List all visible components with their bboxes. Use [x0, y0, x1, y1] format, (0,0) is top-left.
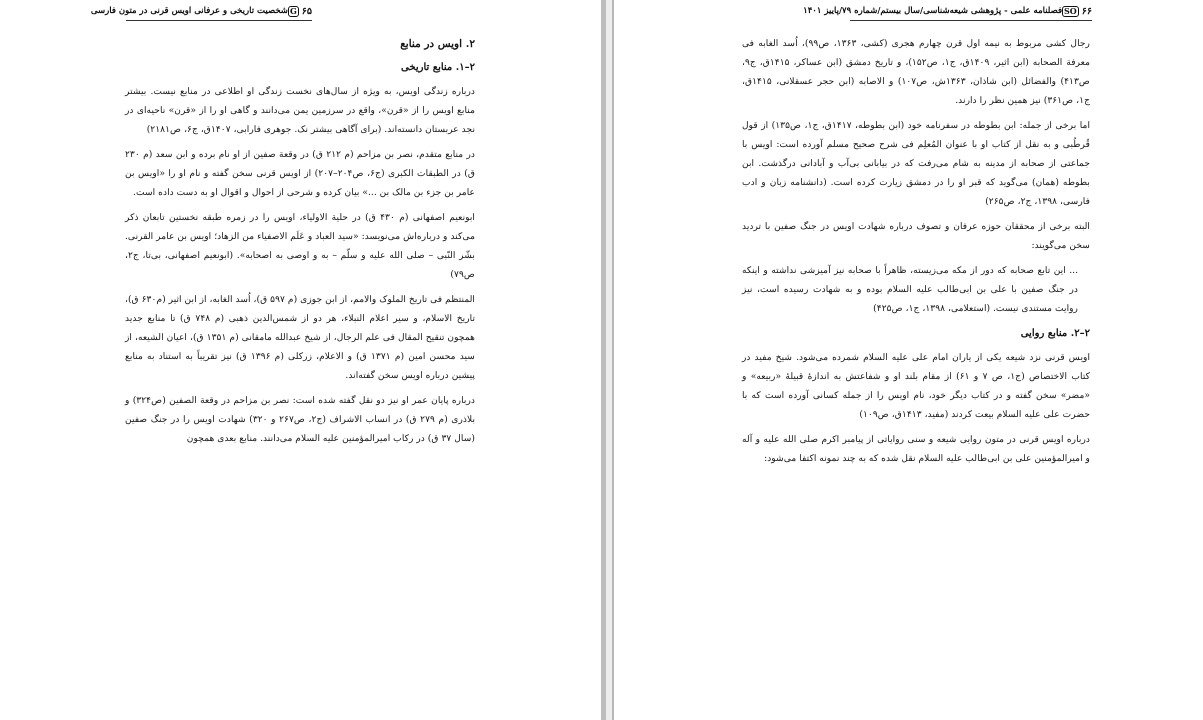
page-number-group	[1062, 6, 1092, 17]
running-title: فصلنامه علمی - پژوهشی شیعه‌شناسی/سال بیستم/شماره ۷۹/پاییز ۱۴۰۱	[803, 6, 1063, 16]
paragraph: در منابع متقدم، نصر بن مزاحم (م ۲۱۲ ق) در وقعة صفین از او نام برده و ابن سعد (م ۲۳۰ ق) در الطبقات الکبری (ج۶، ص۲۰۴–۲۰۷) از اویس قرنی سخن گفته و نام او را «اویس بن عامر بن جزء بن مالک بن ...» بیان کرده و شرحی از احوال و اقوال او به دست داده است.	[125, 149, 475, 198]
page-65	[0, 0, 601, 720]
page-body	[125, 34, 475, 454]
paragraph: اما برخی از جمله: ابن بطوطه در سفرنامه خود (ابن بطوطه، ۱۴۱۷ق، ج۱، ص۱۳۵) از قول قُرطُبی و به نقل از کتاب او با عنوان المُعلِم فی شرح صحیح مسلم آورده است: اویس با جماعتی از صحابه از مدینه به شام می‌رفت که در بیابانی بی‌آب و آبادانی درگذشت. ابن بطوطه (همان) می‌گوید که قبر او را در دمشق زیارت کرده است. (دانشنامه زبان و ادب فارسی، ۱۳۹۸، ج۲، ص۲۶۵)	[742, 120, 1090, 207]
paragraph: رجال کشی مربوط به نیمه اول قرن چهارم هجری (کشی، ۱۳۶۳، ص۹۹)، اُسد الغابه فی معرفة الصحابه (ابن اثیر، ۱۴۰۹ق، ج۱، ص۱۵۲)، و تاریخ دمشق (ابن عساکر، ۱۴۱۵ق، ج۹، ص۴۱۳) والفضائل (ابن شاذان، ۱۳۶۳ش، ص۱۰۷) و الاصابه (ابن حجر عسقلانی، ۱۴۱۵ق، ج۱، ص۳۶۱) نیز همین نظر را دارند.	[742, 38, 1091, 106]
running-title: شخصیت تاریخی و عرفانی اویس قرنی در متون فارسی	[90, 6, 288, 16]
subsection-heading: ۲–۲. منابع روایی	[1020, 328, 1090, 339]
page-header	[90, 4, 312, 21]
subsection-heading: ۲–۱. منابع تاریخی	[401, 62, 475, 73]
paragraph: اویس قرنی نزد شیعه یکی از یاران امام علی علیه السلام شمرده می‌شود. شیخ مفید در کتاب الاختصاص (ج۱، ص ۷ و ۶۱) از مقام بلند او و شفاعتش به اندازهٔ قبیلهٔ «ربیعه» و «مضر» سخن گفته و در کتاب دیگر خود، نام اویس را از جمله کسانی آورده است که با حضرت علی علیه السلام بیعت کردند (مفید، ۱۴۱۳ق، ص۱۰۹)	[742, 352, 1090, 420]
paragraph: البته برخی از محققان حوزه عرفان و تصوف درباره شهادت اویس در جنگ صفین با تردید سخن می‌گویند:	[742, 221, 1090, 251]
page-body	[742, 34, 1090, 474]
paragraph: درباره اویس قرنی در متون روایی شیعه و سنی روایاتی از پیامبر اکرم صلی الله علیه و آله و امیرالمؤمنین علی بن ابی‌طالب علیه السلام نقل شده که به چند نمونه اکتفا می‌شود:	[742, 434, 1090, 464]
page-header	[803, 4, 1092, 21]
block-quote: ... این تابع صحابه که دور از مکه می‌زیسته، ظاهراً با صحابه نیز آمیزشی نداشته و اینکه در جنگ صفین با علی بن ابی‌طالب علیه السلام بوده و به شهادت رسیده است، نیز روایت مستندی نیست. (استعلامی، ۱۳۹۸، ج۱، ص۴۲۵)	[742, 265, 1078, 314]
page-number: ۶۵	[301, 5, 312, 17]
paragraph: ابونعیم اصفهانی (م ۴۳۰ ق) در حلیة الاولیاء، اویس را در زمره طبقه نخستین تابعان ذکر می‌کند و درباره‌اش می‌نویسد: «سید العباد و عَلَم الاصفیاء من الزهاد؛ اویس بن عامر القرنی. بشّر النّبی – صلی الله علیه و سلّم – به و اوصی به اصحابه». (ابونعیم اصفهانی، بی‌تا، ج۲، ص۷۹)	[125, 212, 475, 280]
page-number-group	[288, 6, 312, 17]
journal-logo-icon: SO	[1064, 5, 1077, 16]
paragraph: المنتظم فی تاریخ الملوک والامم، از ابن جوزی (م ۵۹۷ ق)، اُسد الغابه، از ابن اثیر (م۶۳۰ ق)، تاریخ الاسلام، و سیر اعلام النبلاء، هر دو از شمس‌الدین ذهبی (م ۷۴۸ ق) تا منابع جدید همچون تنقیح المقال فی علم الرجال، از شیخ عبدالله مامقانی (م ۱۳۵۱ ق)، اعیان الشیعه، از سید محسن امین (م ۱۳۷۱ ق) و الاعلام، زرکلی (م ۱۳۹۶ ق) نیز تقریباً به استناد به منابع پیشین درباره اویس سخن گفته‌اند.	[125, 294, 475, 381]
journal-logo-icon: G	[289, 5, 297, 16]
section-heading: ۲. اویس در منابع	[400, 38, 475, 50]
paragraph: درباره پایان عمر او نیز دو نقل گفته شده است: نصر بن مزاحم در وقعة الصفین (ص۳۲۴) و بلاذری (م ۲۷۹ ق) در انساب الاشراف (ج۲، ص۲۶۷ و ۳۲۰) شهادت اویس را در جنگ صفین (سال ۳۷ ق) در رکاب امیرالمؤمنین علیه السلام می‌دانند. منابع بعدی همچون	[125, 395, 476, 444]
page-number: ۶۶	[1081, 5, 1092, 17]
paragraph: درباره زندگی اویس، به ویژه از سال‌های نخست زندگی او اطلاعی در منابع نیست. بیشتر منابع اویس را از «قرن»، واقع در سرزمین یمن می‌دانند و گاهی او را از «قرن» ناحیه‌ای در نجد عربستان دانسته‌اند. (برای آگاهی بیشتر نک. جوهری فارابی، ۱۴۰۷ق، ج۶، ص۲۱۸۱)	[125, 86, 475, 135]
page-66	[614, 0, 1203, 720]
